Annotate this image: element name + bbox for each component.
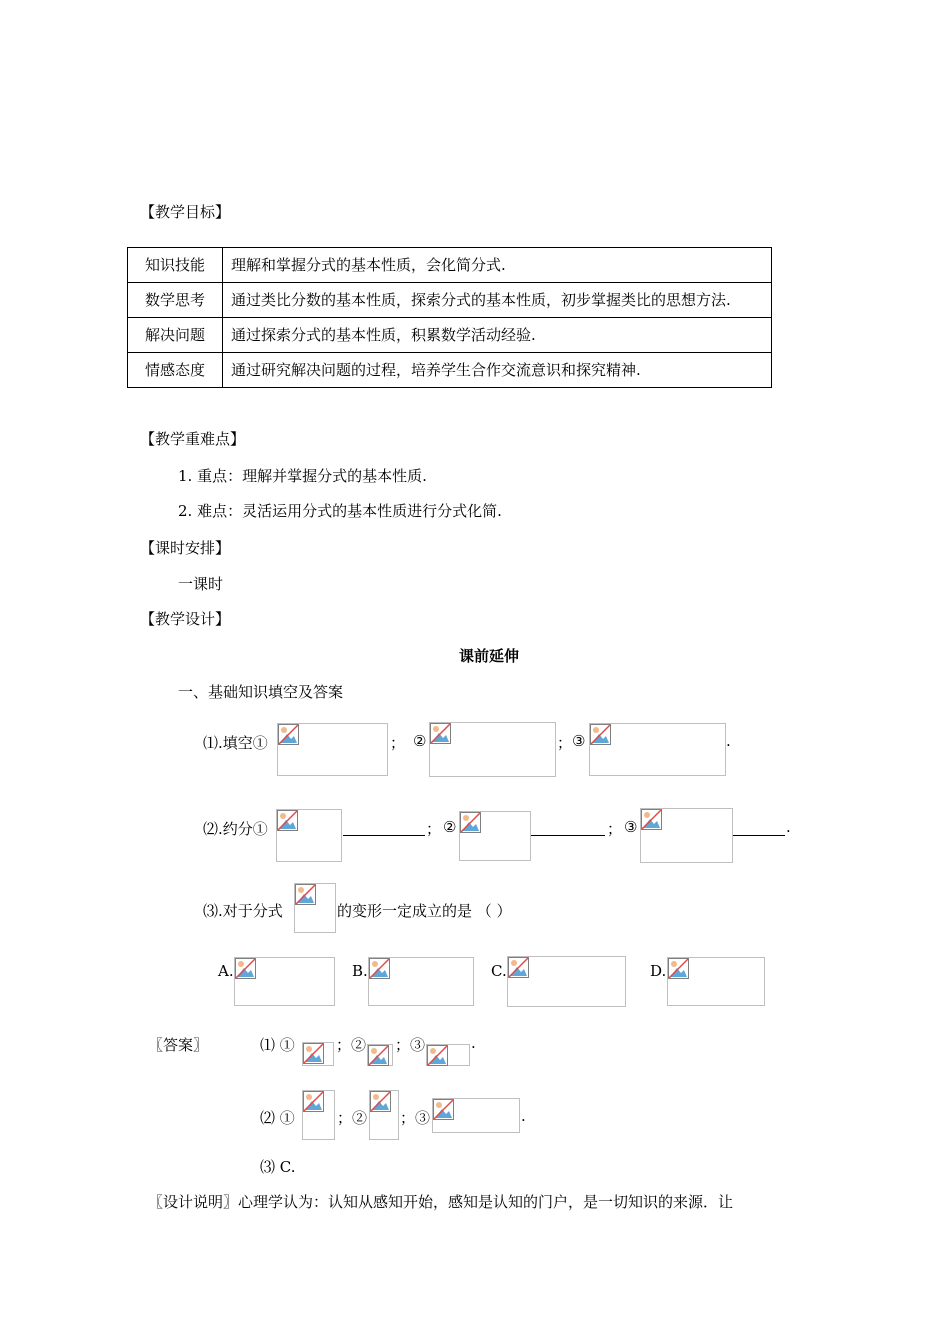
- formula-image: [459, 811, 531, 861]
- q2-c3: ③: [624, 818, 638, 836]
- table-row: [128, 283, 772, 318]
- table-cell-value: 通过探索分式的基本性质，积累数学活动经验.: [223, 318, 772, 353]
- formula-image: [277, 723, 388, 776]
- formula-image: [429, 722, 556, 777]
- ans2-s2: ；③: [400, 1109, 431, 1127]
- answer-image: [302, 1042, 334, 1066]
- table-cell-key: 情感态度: [128, 353, 223, 388]
- section-design: 【教学设计】: [140, 610, 231, 628]
- answer-blank[interactable]: [733, 835, 785, 836]
- broken-image-icon: [430, 723, 451, 744]
- ans3: ⑶ C.: [260, 1158, 296, 1176]
- q1-sep2: ；: [557, 734, 573, 752]
- q1-label: ⑴.填空①: [203, 734, 268, 752]
- q2-label: ⑵.约分①: [203, 820, 268, 838]
- broken-image-icon: [278, 724, 299, 745]
- key-point-1: 1. 重点：理解并掌握分式的基本性质.: [178, 467, 427, 485]
- broken-image-icon: [277, 810, 298, 831]
- broken-image-icon: [427, 1045, 448, 1066]
- option-a-label: A.: [218, 962, 234, 980]
- key-point-2: 2. 难点：灵活运用分式的基本性质进行分式化简.: [178, 502, 502, 520]
- goals-table: [127, 247, 772, 388]
- table-cell-key: 解决问题: [128, 318, 223, 353]
- q3-rest: 的变形一定成立的是 （ ）: [337, 902, 512, 920]
- broken-image-icon: [370, 1091, 391, 1112]
- design-note: 〖设计说明〗心理学认为：认知从感知开始，感知是认知的门户，是一切知识的来源．让: [148, 1193, 734, 1211]
- answer-image: [302, 1090, 335, 1140]
- broken-image-icon: [303, 1091, 324, 1112]
- broken-image-icon: [433, 1099, 454, 1120]
- q2-sep2: ；: [607, 820, 623, 838]
- broken-image-icon: [668, 958, 689, 979]
- formula-image: [294, 883, 336, 933]
- ans2-label: ⑵ ①: [260, 1109, 295, 1127]
- broken-image-icon: [590, 724, 611, 745]
- option-d-image[interactable]: [667, 957, 765, 1006]
- formula-image: [640, 808, 733, 863]
- ans1-s2: ；③: [395, 1036, 426, 1054]
- broken-image-icon: [368, 1045, 389, 1066]
- broken-image-icon: [369, 958, 390, 979]
- broken-image-icon: [508, 957, 529, 978]
- broken-image-icon: [295, 884, 316, 905]
- q1-end: .: [726, 732, 731, 750]
- broken-image-icon: [641, 809, 662, 830]
- answer-blank[interactable]: [343, 835, 425, 836]
- option-b-image[interactable]: [368, 957, 474, 1006]
- table-row: [128, 318, 772, 353]
- table-cell-key: 数学思考: [128, 283, 223, 318]
- broken-image-icon: [303, 1043, 324, 1064]
- broken-image-icon: [460, 812, 481, 833]
- q2-end: .: [786, 818, 791, 836]
- schedule-text: 一课时: [178, 575, 224, 593]
- option-d-label: D.: [650, 962, 667, 980]
- formula-image: [589, 723, 726, 776]
- q1-c3: ③: [572, 732, 586, 750]
- section-schedule: 【课时安排】: [140, 539, 231, 557]
- table-cell-value: 理解和掌握分式的基本性质，会化简分式.: [223, 248, 772, 283]
- ans1-label: ⑴ ①: [260, 1036, 295, 1054]
- table-cell-key: 知识技能: [128, 248, 223, 283]
- subtitle: 课前延伸: [459, 647, 520, 665]
- option-b-label: B.: [352, 962, 368, 980]
- section-key-points: 【教学重难点】: [140, 430, 246, 448]
- q3-label: ⑶.对于分式: [203, 902, 283, 920]
- section-goals: 【教学目标】: [140, 203, 231, 221]
- option-a-image[interactable]: [234, 957, 335, 1006]
- table-cell-value: 通过研究解决问题的过程，培养学生合作交流意识和探究精神.: [223, 353, 772, 388]
- q2-sep1: ；: [426, 820, 442, 838]
- ans2-end: .: [521, 1107, 526, 1125]
- ans1-s1: ；②: [336, 1036, 367, 1054]
- answer-label: 〖答案〗: [148, 1036, 209, 1054]
- ans2-s1: ；②: [337, 1109, 368, 1127]
- option-c-label: C.: [491, 962, 507, 980]
- answer-image: [426, 1044, 470, 1066]
- table-row: [128, 248, 772, 283]
- table-row: [128, 353, 772, 388]
- q1-sep1: ；: [390, 734, 406, 752]
- answer-image: [432, 1098, 520, 1133]
- ans1-end: .: [471, 1034, 476, 1052]
- answer-blank[interactable]: [531, 835, 605, 836]
- formula-image: [276, 809, 342, 862]
- q2-c2: ②: [443, 818, 457, 836]
- answer-image: [367, 1044, 393, 1066]
- part1-title: 一、基础知识填空及答案: [178, 683, 344, 701]
- broken-image-icon: [235, 958, 256, 979]
- answer-image: [369, 1090, 399, 1140]
- q1-c2: ②: [413, 732, 427, 750]
- table-cell-value: 通过类比分数的基本性质，探索分式的基本性质，初步掌握类比的思想方法.: [223, 283, 772, 318]
- option-c-image[interactable]: [507, 956, 626, 1007]
